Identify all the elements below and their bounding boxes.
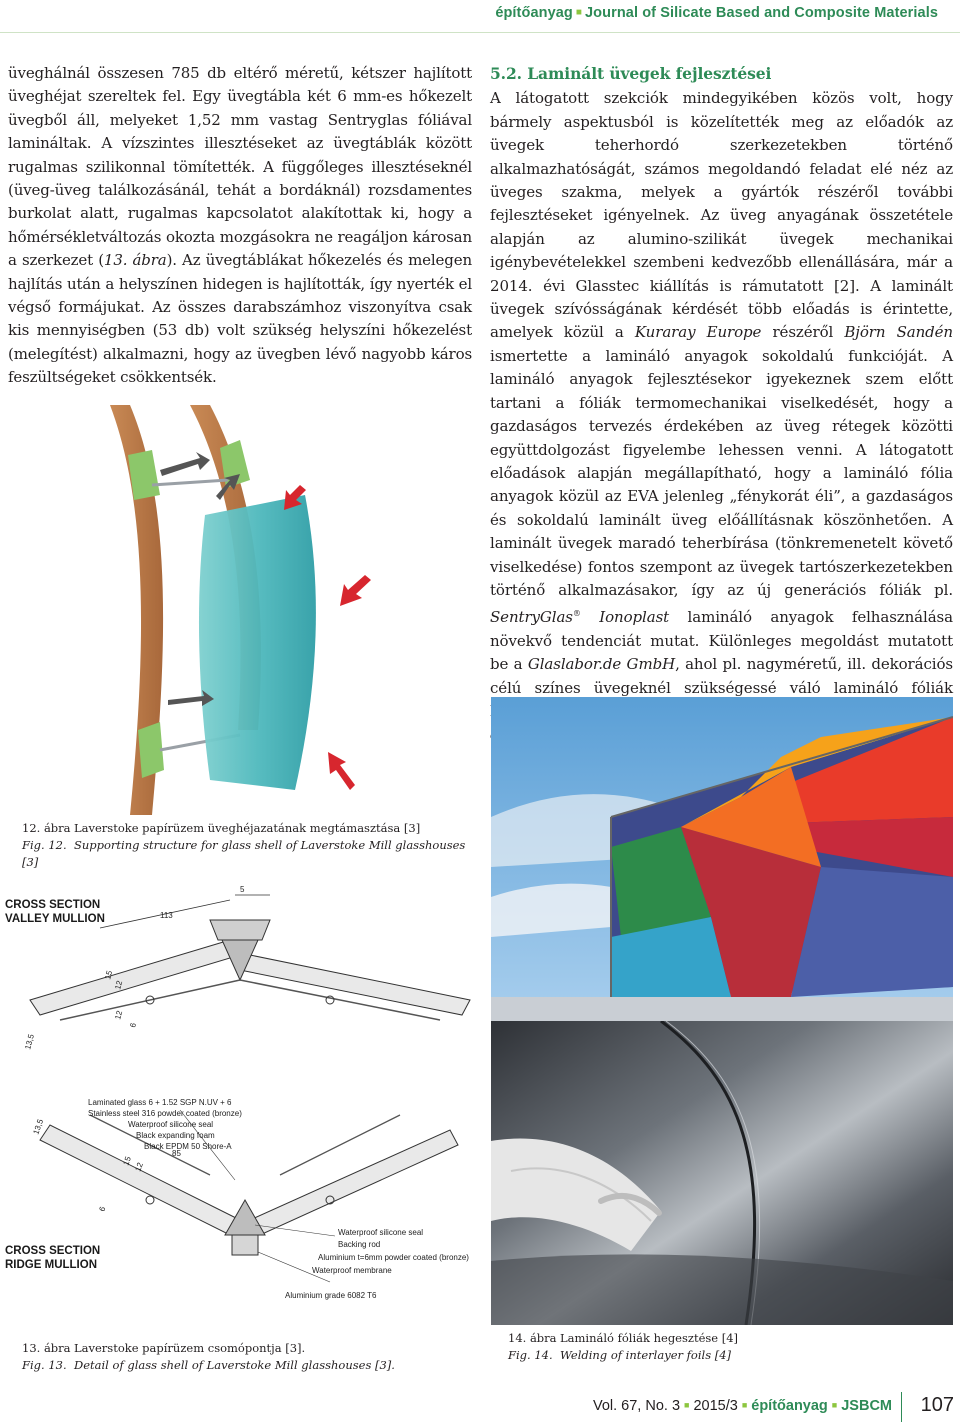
- section-title: 5.2. Laminált üvegek fejlesztései: [490, 64, 772, 83]
- fig14-label-hu: 14. ábra: [508, 1331, 557, 1345]
- ridge-title-2: RIDGE MULLION: [5, 1259, 97, 1271]
- footer-brand: építőanyag: [751, 1398, 828, 1414]
- ridge-note-2: Waterproof silicone seal: [128, 1120, 214, 1129]
- page-header: [0, 0, 960, 30]
- right-text-3: ismertette a lamináló anyagok sokoldalú funkcióját. A lamináló anyagok fejlesztésekor igyekeznek szem előtt tartani a fóliák termomechanikai viselkedését, hogy a gazdaságos tervezés érdekében az üveg rétegek közötti együttdolgozást figyelembe lehessen venni. A látogatott előadások alapján megállapítható, hogy a lamináló fólia anyagok közül az EVA jelenleg „fénykorát éli”, a gazdaságos és sokoldalú laminált üveg előállításnak köszönhetően. A laminált üvegek maradó teherbírása (tönkremenetelt követő viselkedése) fontos szempont az üvegek tartószerkezetekben történő alkalmazásakor, így az új generációs fóliák pl.: [490, 346, 953, 599]
- fig13-text-en: Detail of glass shell of Laverstoke Mill glasshouses [3].: [74, 1358, 395, 1372]
- fig14-colored-glass-photo: [491, 697, 953, 1021]
- registered-mark: ®: [572, 609, 581, 619]
- dim-12b: 12: [113, 1009, 125, 1021]
- fig14-caption: [508, 1330, 948, 1364]
- fig14-text-en: Welding of interlayer foils [4]: [560, 1348, 732, 1362]
- right-column-text: [490, 62, 953, 747]
- ridge-lower-note-3: Waterproof membrane: [312, 1266, 392, 1275]
- kuraray-name: Kuraray Europe: [634, 323, 762, 342]
- fig13-text-hu: Laverstoke papírüzem csomópontja [3].: [74, 1341, 306, 1355]
- ridge-lower-note-2: Aluminium t=6mm powder coated (bronze): [318, 1253, 469, 1262]
- fig14-welding-photo: [491, 1021, 953, 1325]
- author-name: Björn Sandén: [844, 323, 953, 342]
- fig13-caption: [22, 1340, 482, 1374]
- dim-6a: 6: [128, 1021, 139, 1029]
- dim-15b: 15: [121, 1155, 133, 1167]
- valley-title-2: VALLEY MULLION: [5, 913, 105, 925]
- ridge-title-1: CROSS SECTION: [5, 1245, 101, 1257]
- left-text-2: ). Az üvegtáblákat hőkezelés és melegen hajlítás után a helyszínen hidegen is hajlították, így nyerték el végső formájukat. Az összes darabszámhoz viszonyítva csak kis mennyiségben (53 db) volt szükség helyszíni hőkezelést (melegítést) alkalmazni, hogy az üvegben lévő nagyobb káros feszültségeket csökkentsék.: [8, 251, 472, 387]
- dim-135a: 13,5: [23, 1033, 36, 1051]
- ridge-lower-note-0: Waterproof silicone seal: [338, 1228, 424, 1237]
- header-rule: [0, 32, 960, 33]
- dim-12a: 12: [113, 979, 125, 991]
- ionoplast-name: Ionoplast: [580, 608, 670, 627]
- ridge-note-4: Black EPDM 50 Shore-A: [144, 1142, 232, 1151]
- valley-title-1: CROSS SECTION: [5, 899, 101, 911]
- arrow-red-2: [340, 575, 371, 606]
- page-number: 107: [920, 1394, 954, 1416]
- ridge-note-0: Laminated glass 6 + 1.52 SGP N.UV + 6: [88, 1098, 232, 1107]
- dim-5: 5: [240, 885, 245, 894]
- ridge-lower-note-1: Backing rod: [338, 1240, 381, 1249]
- footer-citation: Vol. 67, No. 3 ■ 2015/3 ■ építőanyag ■ JSBCM: [592, 1398, 892, 1414]
- right-text-1: A látogatott szekciók mindegyikében közös volt, hogy bármely aspektusból is közelítették meg az előadók az üvegek teherhordó szerkezetekben történő alkalmazhatóságát, számos megoldandó feladat elé néz az üveges szakma, melyek a gyártók részéről további fejlesztéseket igényelnek. Az üveg anyagának összetétele alapján az alumino-szilikát üvegek mechanikai igénybevételekkel szembeni kedvezőbb ellenállására, már a 2014. évi Glasstec kiállítás is rámutatott [2]. A laminált üvegek szívósságának kérdését több előadás is érintette, amelyek közül a: [490, 89, 953, 342]
- right-text-4: lamináló anyagok felhasználása növekvő tendenciát mutat. Különleges megoldást mutatott be a: [490, 608, 953, 674]
- arrow-red-3: [328, 752, 355, 790]
- left-text-1: üveghálnál összesen 785 db eltérő méretű, kétszer hajlított üveghéjat szereltek fel. Egy üvegtábla két 6 mm-es hőkezelt üvegből áll, melyeket 1,52 mm vastag Sentryglas fóliával lamináltak. A vízszintes illesztéseket az üvegtáblák között rugalmas szilikonnal tömítették. A függőleges illesztéseknél (üveg-üveg találkozásánál, tehát a bordáknál) rozsdamentes burkolat alatt, rugalmas kapcsolatot alakítottak ki, hogy a hőmérsékletváltozás okozta mozgásokra ne reagáljon károsan a szerkezet (: [8, 64, 472, 270]
- fig13-cross-sections: [0, 880, 480, 1320]
- fig12-label-hu: 12. ábra: [22, 821, 71, 835]
- footer-issue: 2015/3: [693, 1398, 738, 1414]
- dim-113: 113: [160, 911, 173, 920]
- journal-brand: építőanyag: [495, 5, 573, 21]
- ridge-note-3: Black expanding foam: [136, 1131, 215, 1140]
- footer-volume: Vol. 67, No. 3: [592, 1398, 681, 1414]
- right-paragraph: [490, 87, 953, 746]
- journal-name: Journal of Silicate Based and Composite Materials: [585, 5, 938, 21]
- rod-1: [152, 480, 228, 485]
- footer-abbr: JSBCM: [841, 1398, 892, 1414]
- dim-15a: 15: [103, 969, 115, 981]
- glass-pane: [199, 495, 316, 790]
- sentryglas-name: SentryGlas: [490, 608, 573, 627]
- fig14-text-hu: Lamináló fóliák hegesztése [4]: [560, 1331, 739, 1345]
- right-text-5: , ahol pl. nagyméretű, ill. dekorációs célú színes üvegeknél szükségessé váló lamináló fóliák: [490, 655, 953, 697]
- right-text-2: részéről: [761, 323, 845, 342]
- ridge-lower-note-4: Aluminium grade 6082 T6: [285, 1291, 377, 1300]
- fig13-label-en: Fig. 13.: [22, 1358, 67, 1372]
- fig12-caption: [22, 820, 482, 871]
- dim-85: 85: [172, 1149, 181, 1158]
- arrow-gray-1: [160, 452, 210, 476]
- fig12-text-en: Supporting structure for glass shell of Laverstoke Mill glasshouses [3]: [22, 838, 466, 869]
- footer-divider: [901, 1392, 902, 1422]
- left-paragraph: [8, 62, 472, 390]
- ridge-diagram: [31, 1098, 469, 1300]
- fig12-label-en: Fig. 12.: [22, 838, 67, 852]
- fig12-text-hu: Laverstoke papírüzem üveghéjazatának megtámasztása [3]: [74, 821, 421, 835]
- left-column-text: [8, 62, 472, 390]
- page-footer: [0, 1388, 960, 1428]
- fig13-reference: 13. ábra: [103, 251, 167, 270]
- fig12-illustration: [90, 400, 390, 820]
- dim-12c: 12: [133, 1161, 145, 1173]
- ridge-note-1: Stainless steel 316 powder coated (bronze): [88, 1109, 242, 1118]
- fig13-label-hu: 13. ábra: [22, 1341, 71, 1355]
- glaslabor-name: Glaslabor.de GmbH: [527, 655, 676, 674]
- dim-135b: 13,5: [31, 1117, 46, 1136]
- fig14-label-en: Fig. 14.: [508, 1348, 553, 1362]
- journal-header: építőanyag ■ Journal of Silicate Based and Composite Materials: [495, 5, 938, 21]
- dim-6b: 6: [97, 1205, 108, 1213]
